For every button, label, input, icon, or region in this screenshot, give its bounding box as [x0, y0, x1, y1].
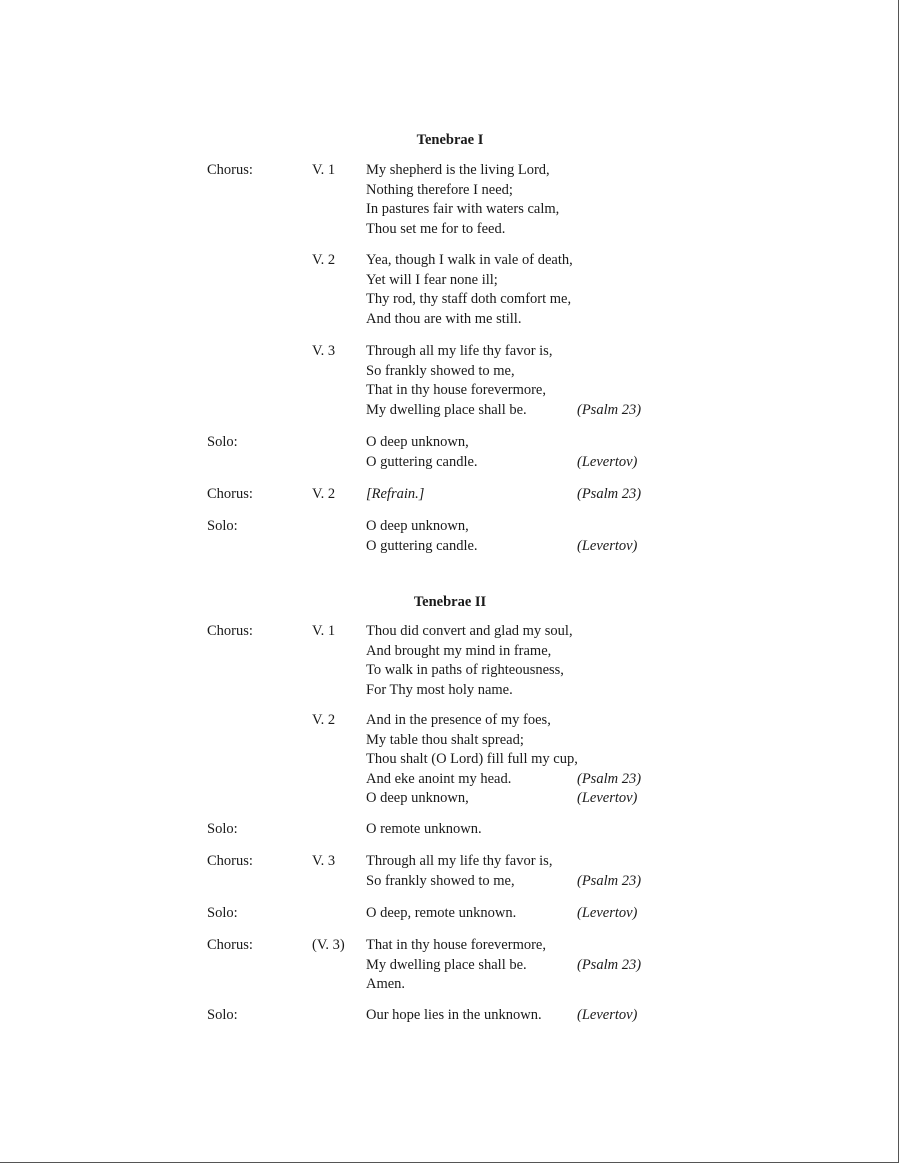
citation: (Psalm 23)	[577, 770, 642, 787]
role-label: Chorus:	[207, 162, 253, 178]
role-label: Chorus:	[207, 937, 253, 953]
role-label: Solo:	[207, 518, 238, 534]
citation: (Psalm 23)	[577, 956, 642, 973]
lyric-line: My table thou shalt spread;	[366, 731, 524, 748]
verse-label: V. 1	[312, 623, 336, 639]
role-label: Solo:	[207, 434, 238, 450]
lyric-line: Thou set me for to feed.	[366, 220, 506, 237]
lyric-line: And in the presence of my foes,	[366, 712, 551, 728]
lyric-line: So frankly showed to me,	[366, 362, 515, 379]
citation: (Levertov)	[577, 905, 638, 921]
lyric-line: That in thy house forevermore,	[366, 382, 546, 398]
role-label: Chorus:	[207, 486, 253, 502]
role-label: Chorus:	[207, 623, 253, 639]
citation: (Levertov)	[577, 790, 638, 806]
citation: (Psalm 23)	[577, 401, 642, 418]
lyric-line: O remote unknown.	[366, 821, 482, 837]
lyric-line: O deep, remote unknown.	[366, 905, 517, 921]
citation: (Psalm 23)	[577, 486, 642, 502]
lyric-line: Our hope lies in the unknown.	[366, 1007, 542, 1023]
citation: (Levertov)	[577, 453, 638, 470]
lyric-line: Thou shalt (O Lord) fill full my cup,	[366, 751, 578, 767]
lyric-line: O deep unknown,	[366, 518, 469, 534]
lyric-line: Thou did convert and glad my soul,	[366, 623, 573, 639]
citation: (Levertov)	[577, 537, 638, 554]
lyric-line: My dwelling place shall be.	[366, 401, 527, 418]
lyric-line: For Thy most holy name.	[366, 681, 513, 698]
lyric-line: That in thy house forevermore,	[366, 937, 546, 953]
role-label: Solo:	[207, 1007, 238, 1023]
role-label: Solo:	[207, 905, 238, 921]
citation: (Psalm 23)	[577, 872, 642, 889]
lyric-line: Yea, though I walk in vale of death,	[366, 252, 573, 268]
lyric-line: So frankly showed to me,	[366, 872, 515, 889]
verse-label: V. 3	[312, 343, 336, 359]
lyric-line: To walk in paths of righteousness,	[366, 662, 564, 678]
verse-label: V. 1	[312, 162, 336, 178]
lyric-line: O guttering candle.	[366, 537, 478, 554]
lyric-line: Through all my life thy favor is,	[366, 343, 553, 359]
verse-label: V. 3	[312, 853, 336, 869]
lyric-line: My shepherd is the living Lord,	[366, 162, 550, 178]
verse-label: (V. 3)	[312, 937, 345, 953]
verse-label: V. 2	[312, 486, 336, 502]
lyric-line: And brought my mind in frame,	[366, 642, 552, 659]
lyric-line: Thy rod, thy staff doth comfort me,	[366, 291, 572, 307]
lyric-line: [Refrain.]	[366, 486, 425, 502]
citation: (Levertov)	[577, 1007, 638, 1023]
lyric-line: And eke anoint my head.	[366, 770, 512, 787]
role-label: Chorus:	[207, 853, 253, 869]
lyric-line: Nothing therefore I need;	[366, 181, 513, 198]
section-title-tenebrae-i: Tenebrae I	[416, 132, 484, 148]
lyric-line: O guttering candle.	[366, 453, 478, 470]
lyric-line: Through all my life thy favor is,	[366, 853, 553, 869]
lyric-line: And thou are with me still.	[366, 310, 522, 327]
lyric-line: In pastures fair with waters calm,	[366, 201, 560, 217]
verse-label: V. 2	[312, 252, 336, 268]
lyric-line: Amen.	[366, 976, 406, 992]
lyric-line: O deep unknown,	[366, 434, 469, 450]
lyric-line: Yet will I fear none ill;	[366, 271, 498, 288]
lyric-line: O deep unknown,	[366, 790, 469, 806]
lyric-line: My dwelling place shall be.	[366, 956, 527, 973]
verse-label: V. 2	[312, 712, 336, 728]
role-label: Solo:	[207, 821, 238, 837]
section-title-tenebrae-ii: Tenebrae II	[413, 594, 487, 610]
